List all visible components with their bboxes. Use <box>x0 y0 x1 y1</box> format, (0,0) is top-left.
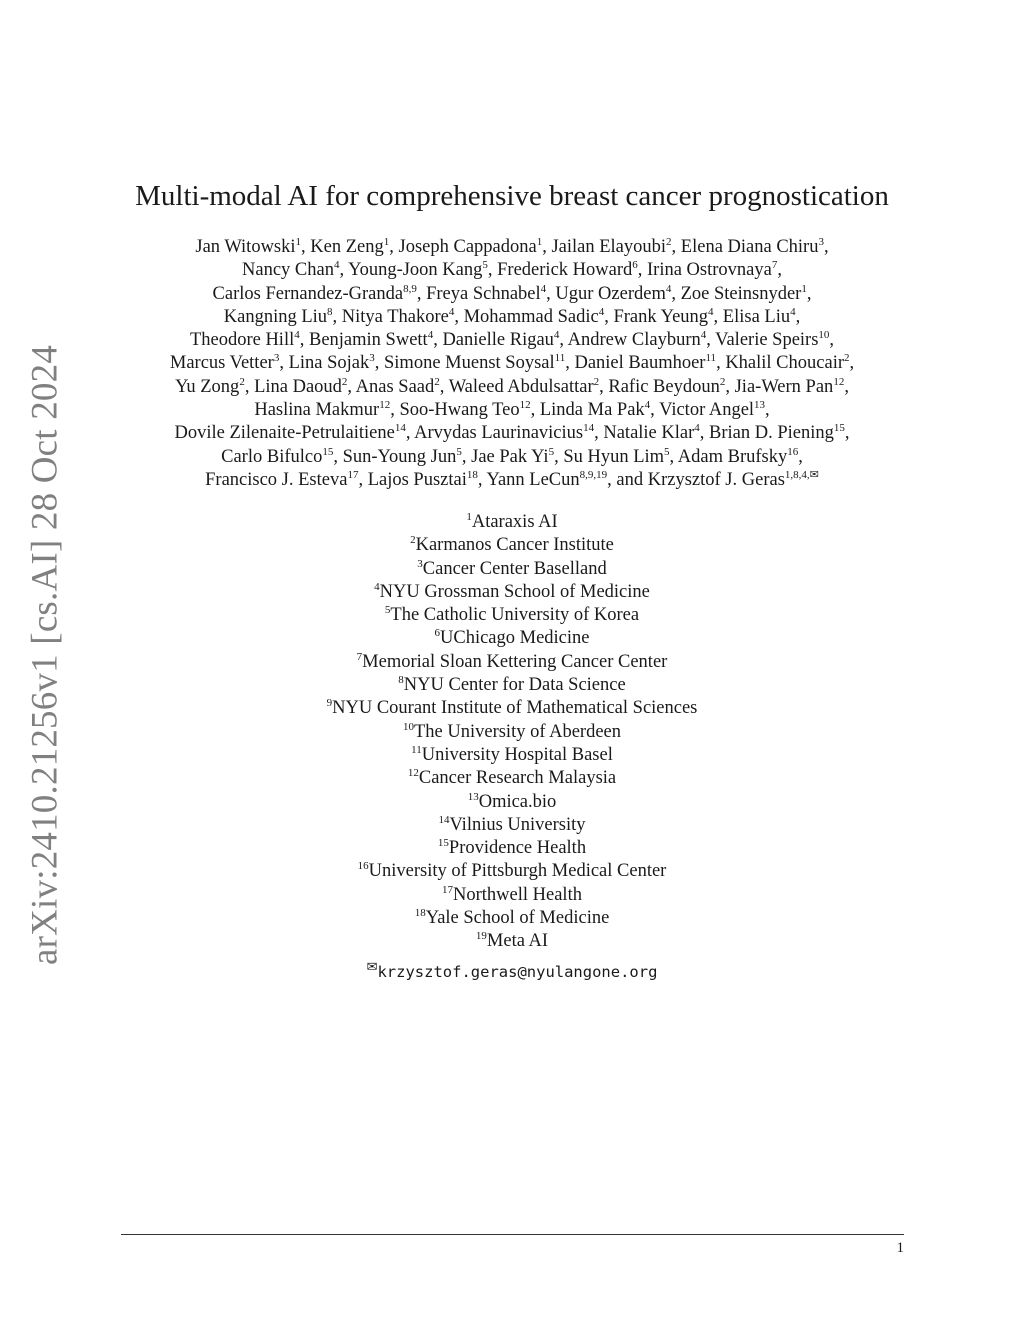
paper-title: Multi-modal AI for comprehensive breast cancer prognostication <box>135 180 889 212</box>
author-separator: , <box>637 260 647 281</box>
author-separator: , <box>487 260 498 281</box>
author-affiliation-marker: 4 <box>448 305 455 318</box>
author-name: Elena Diana Chiru <box>680 237 819 257</box>
author-line <box>100 399 924 422</box>
author-separator: , <box>671 283 681 304</box>
author-name: Lina Daoud <box>254 376 342 397</box>
author-affiliation-marker: 1,8,4,✉ <box>784 468 819 481</box>
affiliation-name: Ataraxis AI <box>471 512 558 532</box>
author-name: Elisa Liu <box>722 306 791 327</box>
affiliation-number: 9 <box>326 697 333 710</box>
author-separator: , <box>433 330 443 351</box>
author-line <box>100 352 924 375</box>
author-name: Victor Angel <box>659 400 755 421</box>
author-affiliation-marker: 4 <box>644 399 651 412</box>
author-name: Natalie Klar <box>603 423 695 444</box>
author-separator: , <box>554 446 564 467</box>
affiliation-item <box>0 814 1024 837</box>
author-name: Linda Ma Pak <box>539 400 645 421</box>
author-affiliation-marker: 10 <box>818 329 830 342</box>
contact-email-line <box>0 955 1024 984</box>
envelope-icon: ✉ <box>366 958 378 974</box>
author-name: Jan Witowski <box>195 237 296 257</box>
affiliation-name: Northwell Health <box>453 884 582 905</box>
affiliation-number: 5 <box>384 604 391 617</box>
author-name: Adam Brufsky <box>677 446 788 467</box>
author-affiliation-marker: 4 <box>540 282 547 295</box>
affiliation-number: 4 <box>374 580 380 593</box>
author-separator: , <box>671 237 681 257</box>
author-affiliation-marker: 4 <box>598 305 605 318</box>
author-name: Zoe Steinsnyder <box>680 283 802 304</box>
author-name: Yu Zong <box>175 376 240 397</box>
author-name: Haslina Makmur <box>254 400 380 421</box>
author-affiliation-marker: 6 <box>632 259 638 272</box>
author-separator: , <box>333 446 343 467</box>
author-affiliation-marker: 3 <box>369 352 375 365</box>
author-line <box>100 236 924 259</box>
author-name: Mohammad Sadic <box>463 306 599 327</box>
affiliation-number: 6 <box>434 627 440 640</box>
author-affiliation-marker: 12 <box>519 399 531 412</box>
footer-divider <box>121 1234 904 1235</box>
author-affiliation-marker: 4 <box>294 329 300 342</box>
author-affiliation-marker: 16 <box>787 445 799 458</box>
affiliation-name: Karmanos Cancer Institute <box>415 535 614 556</box>
author-affiliation-marker: 3 <box>818 236 824 248</box>
author-affiliation-marker: 5 <box>482 259 488 272</box>
affiliation-name: NYU Center for Data Science <box>403 675 626 696</box>
author-name: Brian D. Piening <box>709 423 834 444</box>
author-affiliation-marker: 18 <box>466 468 478 481</box>
affiliation-name: Providence Health <box>448 838 587 859</box>
author-separator: , <box>461 446 472 467</box>
author-affiliation-marker: 12 <box>379 399 391 412</box>
author-affiliation-marker: 4 <box>333 259 340 272</box>
affiliation-item <box>0 511 1024 534</box>
author-separator: , <box>725 376 735 397</box>
author-separator: , <box>699 423 710 444</box>
author-affiliation-marker: 4 <box>665 282 672 295</box>
author-separator: , <box>454 306 464 327</box>
author-separator: , <box>374 353 384 374</box>
author-name: Kangning Liu <box>223 306 328 327</box>
author-name: Krzysztof J. Geras <box>647 469 785 490</box>
affiliation-number: 16 <box>357 860 369 873</box>
author-separator: , <box>806 283 812 304</box>
author-affiliation-marker: 4 <box>790 305 796 318</box>
author-separator: , <box>669 446 678 467</box>
affiliation-number: 15 <box>437 837 449 850</box>
author-name: Su Hyun Lim <box>563 446 665 467</box>
affiliation-name: Vilnius University <box>449 814 586 835</box>
author-separator: , <box>390 400 400 421</box>
author-affiliation-marker: 2 <box>719 375 726 388</box>
author-line <box>100 376 924 399</box>
affiliation-item <box>0 604 1024 627</box>
author-line <box>100 422 924 445</box>
author-affiliation-marker: 3 <box>273 352 280 365</box>
author-name: Frank Yeung <box>613 306 709 327</box>
author-name: Young-Joon Kang <box>348 260 483 281</box>
affiliation-name: Yale School of Medicine <box>425 908 610 929</box>
affiliation-item <box>0 558 1024 581</box>
author-name: Rafic Beydoun <box>608 376 720 397</box>
author-affiliation-marker: 4 <box>694 422 700 435</box>
author-separator: , <box>795 306 801 327</box>
author-separator: , <box>439 376 449 397</box>
author-name: Irina Ostrovnaya <box>647 260 772 281</box>
author-affiliation-marker: 11 <box>705 352 717 365</box>
author-separator: , <box>599 376 609 397</box>
affiliation-name: Meta AI <box>486 931 549 952</box>
author-affiliation-marker: 1 <box>536 236 543 248</box>
affiliation-item <box>0 744 1024 767</box>
affiliation-item <box>0 907 1024 930</box>
author-separator: , <box>405 423 415 444</box>
affiliation-item <box>0 767 1024 790</box>
author-affiliation-marker: 1 <box>801 282 807 295</box>
affiliation-item <box>0 627 1024 650</box>
affiliation-name: NYU Courant Institute of Mathematical Sciences <box>332 698 698 719</box>
affiliation-number: 13 <box>467 790 479 803</box>
author-name: Joseph Cappadona <box>398 237 537 257</box>
affiliation-name: Cancer Center Baselland <box>422 558 607 579</box>
author-affiliation-marker: 14 <box>583 422 595 435</box>
author-affiliation-marker: 8 <box>327 305 333 318</box>
affiliation-number: 19 <box>475 930 487 943</box>
affiliation-item <box>0 581 1024 604</box>
affiliation-number: 1 <box>466 511 472 523</box>
author-affiliation-marker: 15 <box>322 445 334 458</box>
author-affiliation-marker: 4 <box>427 329 434 342</box>
author-name: Marcus Vetter <box>169 353 274 374</box>
affiliation-item <box>0 651 1024 674</box>
author-separator: , <box>777 260 782 281</box>
author-name: Lajos Pusztai <box>367 469 467 490</box>
author-name: Benjamin Swett <box>308 330 428 351</box>
affiliation-item <box>0 884 1024 907</box>
author-separator: , <box>389 237 399 257</box>
author-separator: , <box>713 306 723 327</box>
author-name: Francisco J. Esteva <box>205 469 348 490</box>
author-name: Theodore Hill <box>189 330 295 351</box>
affiliation-item <box>0 860 1024 883</box>
affiliation-item <box>0 721 1024 744</box>
author-separator: , <box>798 446 803 467</box>
author-separator: , <box>844 423 850 444</box>
affiliation-item <box>0 930 1024 953</box>
author-separator: , <box>546 283 556 304</box>
affiliation-item <box>0 697 1024 720</box>
author-name: Carlos Fernandez-Granda <box>212 283 404 304</box>
contact-email[interactable]: krzysztof.geras@nyulangone.org <box>377 962 658 981</box>
author-line <box>100 259 924 282</box>
author-affiliation-marker: 4 <box>700 329 707 342</box>
author-affiliation-marker: 17 <box>347 468 359 481</box>
affiliation-number: 8 <box>398 674 404 687</box>
author-name: Ugur Ozerdem <box>555 283 666 304</box>
author-line <box>100 329 924 352</box>
arxiv-identifier: arXiv:2410.21256v1 [cs.AI] 28 Oct 2024 <box>24 344 66 966</box>
affiliation-number: 18 <box>414 907 426 920</box>
author-name: Nancy Chan <box>242 260 334 281</box>
affiliation-number: 17 <box>442 883 454 896</box>
author-name: Carlo Bifulco <box>221 446 323 467</box>
author-separator: , <box>301 237 311 257</box>
author-name: Anas Saad <box>355 376 435 397</box>
author-separator: , <box>706 330 716 351</box>
author-separator: , <box>279 353 289 374</box>
author-affiliation-marker: 2 <box>239 375 245 388</box>
author-name: Danielle Rigau <box>442 330 554 351</box>
author-affiliation-marker: 7 <box>771 259 778 272</box>
author-line <box>100 306 924 329</box>
author-separator: , <box>339 260 349 281</box>
author-separator: , <box>594 423 604 444</box>
author-affiliation-marker: 14 <box>394 422 406 435</box>
author-separator: , <box>559 330 568 351</box>
affiliation-list <box>0 511 1024 984</box>
author-separator: , and <box>607 469 648 490</box>
author-affiliation-marker: 2 <box>593 375 600 388</box>
affiliation-number: 2 <box>410 534 416 547</box>
author-separator: , <box>358 469 368 490</box>
affiliation-item <box>0 674 1024 697</box>
affiliation-number: 14 <box>438 813 450 826</box>
author-separator: , <box>416 283 427 304</box>
affiliation-name: The University of Aberdeen <box>413 721 622 742</box>
author-affiliation-marker: 1 <box>295 236 302 248</box>
author-affiliation-marker: 2 <box>844 352 850 365</box>
affiliation-name: University Hospital Basel <box>421 744 613 765</box>
author-name: Jia-Wern Pan <box>734 376 834 397</box>
affiliation-name: Omica.bio <box>478 791 557 812</box>
author-name: Khalil Choucair <box>725 353 844 374</box>
affiliation-number: 10 <box>402 720 414 733</box>
author-name: Ken Zeng <box>310 237 384 257</box>
author-separator: , <box>477 469 487 490</box>
author-affiliation-marker: 2 <box>341 375 348 388</box>
affiliation-number: 3 <box>417 557 423 570</box>
author-affiliation-marker: 11 <box>554 352 566 365</box>
author-affiliation-marker: 5 <box>664 445 670 458</box>
author-name: Soo-Hwang Teo <box>399 400 520 421</box>
author-name: Dovile Zilenaite-Petrulaitiene <box>174 423 395 444</box>
author-list <box>100 236 924 492</box>
author-separator: , <box>829 330 835 351</box>
author-name: Arvydas Laurinavicius <box>414 423 584 444</box>
author-separator: , <box>823 237 829 257</box>
author-separator: , <box>565 353 575 374</box>
author-name: Waleed Abdulsattar <box>448 376 594 397</box>
author-name: Lina Sojak <box>288 353 370 374</box>
author-name: Frederick Howard <box>497 260 633 281</box>
author-affiliation-marker: 1 <box>383 236 390 248</box>
affiliation-name: Cancer Research Malaysia <box>418 768 617 789</box>
affiliation-name: Memorial Sloan Kettering Cancer Center <box>362 651 668 672</box>
author-name: Jae Pak Yi <box>471 446 549 467</box>
author-name: Sun-Young Jun <box>342 446 457 467</box>
author-name: Andrew Clayburn <box>567 330 701 351</box>
author-separator: , <box>604 306 614 327</box>
author-separator: , <box>332 306 342 327</box>
author-affiliation-marker: 5 <box>548 445 555 458</box>
author-separator: , <box>542 237 552 257</box>
author-name: Nitya Thakore <box>341 306 449 327</box>
author-line <box>100 283 924 306</box>
author-separator: , <box>844 376 849 397</box>
author-affiliation-marker: 2 <box>434 375 440 388</box>
affiliation-item <box>0 837 1024 860</box>
author-separator: , <box>347 376 356 397</box>
author-affiliation-marker: 12 <box>833 375 845 388</box>
author-affiliation-marker: 13 <box>754 399 766 412</box>
affiliation-number: 11 <box>411 743 422 756</box>
affiliation-name: NYU Grossman School of Medicine <box>379 581 650 602</box>
author-line <box>100 469 924 492</box>
page-number: 1 <box>896 1240 904 1256</box>
author-affiliation-marker: 4 <box>553 329 560 342</box>
affiliation-number: 7 <box>356 650 363 663</box>
author-name: Simone Muenst Soysal <box>384 353 555 374</box>
author-separator: , <box>244 376 255 397</box>
author-separator: , <box>765 400 770 421</box>
author-separator: , <box>650 400 660 421</box>
author-separator: , <box>299 330 309 351</box>
affiliation-item <box>0 534 1024 557</box>
author-affiliation-marker: 4 <box>708 305 714 318</box>
author-name: Yann LeCun <box>486 469 580 490</box>
author-separator: , <box>849 353 855 374</box>
affiliation-name: UChicago Medicine <box>440 628 590 649</box>
author-name: Jailan Elayoubi <box>551 237 667 257</box>
author-affiliation-marker: 8,9 <box>403 282 417 295</box>
author-name: Daniel Baumhoer <box>574 353 706 374</box>
affiliation-item <box>0 791 1024 814</box>
author-affiliation-marker: 15 <box>833 422 845 435</box>
affiliation-number: 12 <box>407 767 419 780</box>
affiliation-name: University of Pittsburgh Medical Center <box>368 861 667 882</box>
author-name: Valerie Speirs <box>715 330 819 351</box>
author-affiliation-marker: 5 <box>456 445 462 458</box>
affiliation-name: The Catholic University of Korea <box>390 605 640 626</box>
author-affiliation-marker: 8,9,19 <box>579 468 608 481</box>
author-affiliation-marker: 2 <box>666 236 672 248</box>
author-line <box>100 446 924 469</box>
author-separator: , <box>530 400 540 421</box>
author-name: Freya Schnabel <box>426 283 541 304</box>
author-separator: , <box>716 353 726 374</box>
